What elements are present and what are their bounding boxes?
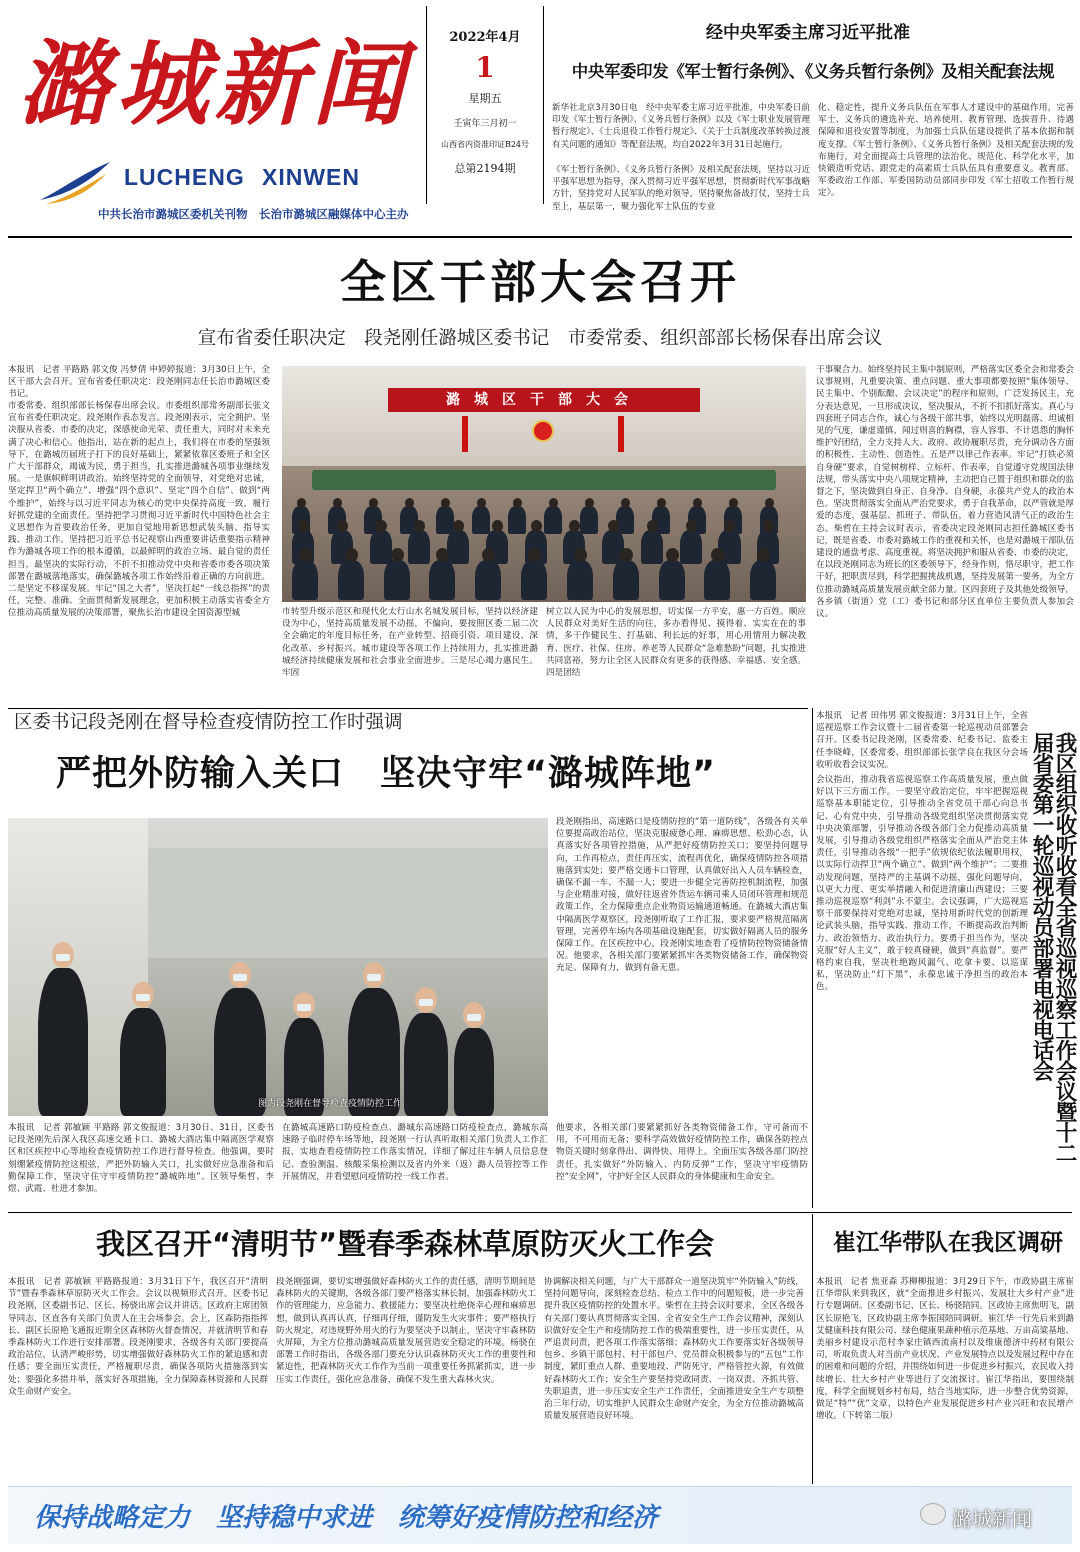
fire-column-2: 段尧刚强调，要切实增强做好森林防火工作的责任感，清明节期间是森林防火的关键期，各级各部门要严格落实林长制，加强森林防火工作的管理能力，应急能力、救援能力；要坚决杜绝侥幸心理和麻痹思想，做到认真再认真，仔细再仔细，谨防发生火灾事件；要严格执行防火规定，对违规野外用火的行为要坚决予以制止，坚决守牢森林防火屏障，为全方位推动潞城高质量发展营造安全稳定的环境。杨骁在部署工作时指出，各级各部门要充分认识森林防灭火工作的重要性和紧迫性，把森林防灭火工作作为当前一项重要任务抓紧抓实，进一步压实工作责任，强化应急准备，确保不发生重大森林火灾。	[276, 1277, 536, 1385]
audience-figure	[680, 530, 702, 564]
issue-number: 总第2194期	[454, 162, 516, 175]
audience-figure	[472, 506, 490, 534]
footer-banner	[8, 1486, 1072, 1544]
epidemic-column-4: 他要求，各相关部门要紧紧抓好各类物资储备工作，守可备而不用，不可用而无备；要科学高效做好疫情防控工作，确保各防控点物资关键时刻拿得出、调得快、用得上。全面压实各级各部门防控责任，扎实做好“外防输入、内防反弹”工作，坚决守牢疫情防控“安全网”，守护好全区人民群众的身体健康和生命安全。	[556, 1123, 808, 1182]
audience-figure	[580, 506, 598, 534]
lower-section-rule	[8, 1212, 1072, 1213]
survey-body: 本报讯 记者 焦亚森 苏柳柳报道：3月29日下午，市政协副主席崔江华带队来到我区，就“全面推进乡村振兴、发展壮大乡村产业”进行专题调研。区委副书记、区长、杨骁陪同。区政协主席焦明飞，副区长原艳飞，区政协副主席李振国陪同调研。崔江华一行先后来到潞艾健康科技有限公司、绿色健康果蔬种植示范基地、万亩高粱基地、美丽乡村建设示范村李家庄镇西流南村以及维康德济中药材有限公司，听取负责人对当前产业状况、产业发展特点以及发展过程中存在的困难和问题的介绍，并围绕如何进一步促进乡村振兴，农民收入持续增长、壮大乡村产业等进行了交流探讨。崔江华指出，要围绕制度，科学全面规划乡村布局，结合当地实际，进一步整合优势资源，做足“特”“优”文章，以特色产业发展促进乡村产业兴旺和农民增产增收。（下转第二版）	[816, 1277, 1074, 1422]
footer-watermark: 潞城新闻	[952, 1507, 1032, 1531]
survey-headline: 崔江华带队在我区调研	[833, 1230, 1063, 1256]
audience-figure	[641, 530, 663, 564]
inspection-photo	[8, 818, 548, 1116]
masthead-title: 潞城新闻	[18, 30, 411, 138]
audience-figure	[508, 506, 526, 534]
logo-icon	[36, 160, 116, 206]
epidemic-column-3: 段尧刚指出，高速路口是疫情防控的“第一道防线”，各级各有关单位要提高政治站位，坚决克服疲惫心理、麻痹思想、松劲心态，认真落实好各项管控措施，从严把好疫情防控关口；要坚持问题导向，工作再检点，责任再压实，流程再优化，确保疫情防控各项措施落到实处；要严格交通卡口管理，认真做好出入人员车辆检查，确保不漏一车、不漏一人；要进一步健全完善防控机制流程，加强与企业精准对接，做好往返省外货运车辆司乘人员闭环管理和规范政策工作，全力保障重点企业物资运输通道畅通。在潞城大酒店集中隔离医学观察区，段尧刚听取了工作汇报，要求要严格规范隔离管理，完善停车场内各项基础设施配套，切实做好隔离人员的服务保障工作。在区疾控中心，段尧刚实地查看了疫情防控物资储备情况。他要求，各相关部门要紧紧抓牢各类物资储备工作，确保物资充足、保障有力，做到有备无患。	[556, 817, 808, 974]
audience-figure	[613, 560, 639, 600]
lead-right-column: 干事聚合力。始终坚持民主集中制原则，严格落实区委全会和常委会议事规则，凡重要决策、重点问题、重大事项都要按照“集体领导、民主集中、个别酝酿、会议决定”的程序和原则，广泛发扬民主，充分表达意见，一旦形成决议，坚决服从，不折不扣抓好落实。真心与四套班子同志合作，诚心与各级干部共事，始终以光明磊落、坦诚相见的气度，谦虚谨慎、闻过则喜的胸襟，容人容事、不计恩怨的胸怀维护好团结，全力支持人大、政府、政协履职尽责，充分调动各方面的积极性、主动性、创造性。五是严以律己作表率。牢记“打铁必须自身硬”要求，自觉树榜样、立标杆、作表率，自觉遵守党规国法律法规，带头落实中央八项规定精神，主动把自己置于组织和群众的监督之下，坚决做到自身正、自身净、自身硬，永葆共产党人的政治本色。坚决贯彻落实全面从严治党要求，勇于自我革命，以严管就是厚爱的态度，强基层、抓班子、带队伍，着力营造风清气正的政治生态。柴哲在主持会议时表示，省委决定段尧刚同志担任潞城区委书记，既是省委、市委对潞城工作的重视和关怀，也是对潞城干部队伍建设的通盘考虑、高度重视。将坚决拥护和服从省委、市委的决定，在以段尧刚同志为班长的区委领导下，经身作则，恪尽职守，把工作干好，把职责尽到，科学把握挑战机遇，坚持发展第一要务，为全方位推动潞城高质量发展贡献全部力量。区四套班子及其他处级领导，各乡镇（街道）党（工）委书记和部分区直单位主要负责人参加会议。	[816, 365, 1074, 620]
epidemic-column-2: 在潞城高速路口防疫检查点、潞城东高速路口防疫检查点，潞城东高速路子临时停车场等地，段尧刚一行认真听取相关部门负责人工作汇报，实地查看疫情防控工作落实情况，详细了解过往车辆人员信息登记、查验测温、核酸采集检测以及省内外来（返）潞人员管控等工作开展情况，并看望慰问疫情防控一线工作者。	[282, 1123, 548, 1182]
party-emblem-icon	[532, 420, 554, 442]
photo-caption: 图为段尧刚在督导检查疫情防控工作	[258, 1099, 403, 1109]
inspection-headline-vertical: 我区组织收听收看全省巡视巡察工作会议暨十二届省委第一轮巡视动员部署电视电话会	[1029, 732, 1077, 1163]
epidemic-headline: 严把外防输入关口 坚决守牢“潞城阵地”	[56, 754, 717, 794]
fire-headline: 我区召开“清明节”暨春季森林草原防灭火工作会	[96, 1227, 715, 1261]
fire-column-1: 本报讯 记者 郭敏颖 平路路报道：3月31日下午，我区召开“清明节”暨春季森林草原防灭火工作会。会议以视频形式召开。区委书记段尧刚，区委副书记、区长、杨骁出席会议并讲话。区政府主席团领导同志，区直各有关部门负责人在主会场参会。会上，区森防指指挥长、副区长原艳飞通报近期全区森林防火督查情况，并就清明节和春季森林防火工作进行安排部署。段尧刚要求，各级各有关部门要提高政治站位，认清严峻形势，切实增强做好森林防火工作的紧迫感和责任感；要全面压实责任，严格履职尽责，确保各项防火措施落到实处；要强化多措并举，落实好各项措施，全力保障森林资源和人民群众生命财产安全。	[8, 1277, 268, 1397]
inspection-byline: 本报讯 记者 田伟男 郭文俊报道：3月31日上午，全省巡视巡察工作会议暨十二届省委第一轮巡视动员部署会召开。区委书记段尧刚，区委常委、纪委书记、监委主任李晓峰，区委常委、组织部部长张学良在我区分会场收听收看会议实况。	[816, 711, 1028, 770]
top-story-headline: 中央军委印发《军士暂行条例》、《义务兵暂行条例》及相关配套法规	[571, 62, 1055, 81]
audience-figure	[475, 560, 501, 600]
inspection-figure	[38, 968, 88, 1116]
top-story-col3: 化、稳定性，提升义务兵队伍在军事人才建设中的基础作用，完善军士、义务兵的遴选补充、培养使用、教育管理、选拔晋升、待遇保障和退役安置等制度，为加强士兵队伍建设提供了基本依据和制度支撑。《军士暂行条例》、《义务兵暂行条例》及相关配套法规的发布施行，对全面提高士兵管理的法治化、规范化、科学化水平，加快锻造听党话、跟党走的高素质士兵队伍具有重要意义。教育部、军委政治工作部、军委国防动员部同步印发《军士招收工作暂行规定》。	[818, 103, 1074, 199]
audience-figure	[447, 530, 469, 564]
wechat-icon	[920, 1503, 946, 1525]
lead-mid-column-2: 树立以人民为中心的发展思想，切实保一方平安，惠一方百姓。顺应人民群众对美好生活的向往，多办看得见、摸得着、实实在在的事情，多干作健民生、打基础、利长远的好事，用心用情用力解决教育、医疗、社保、住房、养老等人民群众“急难愁盼”问题，扎实推进共同富裕，努力让全区人民群众有更多的获得感、幸福感、安全感。四是团结	[546, 607, 806, 679]
inspection-body: 会议指出，推动我省巡视巡察工作高质量发展，重点做好以下三方面工作。一要坚守政治定位，牢牢把握巡视巡察基本职能定位，引导推动全省党员干部心向总书记、心有党中央，引导推动各级党组织坚决贯彻落实党中央决策部署，引导推动各级各部门全力促推动高质量发展，引导推动各级党组织严格落实全面从严治党主体责任，引导推动各级“一把手”依规依纪依法履职用权，以实际行动捍卫“两个确立”、做到“两个维护”；二要推动发现问题，坚持严的主基调不动摇，强化问题导向，以更大力度、更实举措融入和促进清廉山西建设；三要推动巡视巡察“利剑”永不蒙尘。会议强调，广大巡视巡察干部要保持对党绝对忠诚，坚持用新时代党的创新理论武装头脑，指导实践、推动工作，不断提高政治判断力、政治领悟力、政治执行力。要勇于担当作为，坚决克服“好人主义”，敢于较真碰硬，做到“真监督”。要严格约束自我，坚决杜绝跑风漏气、吃拿卡要、以巡谋私，坚决防止“灯下黑”，永葆忠诚干净担当的政治本色。	[816, 775, 1028, 993]
date-weekday: 星期五	[468, 92, 502, 105]
date-lunar: 壬寅年三月初一	[453, 119, 517, 129]
conference-banner: 潞城区干部大会	[388, 388, 700, 412]
audience-figure	[384, 560, 410, 600]
lead-byline: 本报讯 记者 平路路 郭文俊 冯梦倩 申婷婷报道：3月30日上午，全区干部大会召开。宣布省委任职决定：段尧刚同志任长治市潞城区委书记。	[8, 365, 270, 400]
lead-headline: 全区干部大会召开	[340, 255, 740, 309]
inspection-figure	[120, 1008, 166, 1116]
audience-figure	[567, 560, 593, 600]
top-story-kicker: 经中央军委主席习近平批准	[706, 23, 910, 43]
audience-figure	[544, 506, 562, 534]
masthead-publisher: 中共长治市潞城区委机关刊物 长治市潞城区融媒体中心主办	[98, 207, 409, 221]
license-number: 山西省内资准印证B24号	[440, 140, 530, 149]
right-column-divider	[812, 708, 813, 1208]
masthead	[0, 0, 1080, 232]
lead-subhead: 宣布省委任职决定 段尧刚任潞城区委书记 市委常委、组织部部长杨保春出席会议	[197, 328, 883, 349]
survey-divider	[812, 1214, 813, 1484]
audience-figure	[292, 560, 318, 600]
audience-figure	[659, 560, 685, 600]
audience-figure	[750, 560, 776, 600]
conference-photo	[282, 366, 806, 602]
date-day: 1	[475, 51, 495, 84]
lead-mid-column-1: 市转型升级示范区和现代化太行山水名城发展目标，坚持以经济建设为中心，坚持高质量发展不动摇，不偏向，要按照区委二届二次全会确定的年度目标任务，在产业转型、招商引资、项目建设、深化改革、乡村振兴、城市建设等各项工作上持续用力，扎实推进潞城经济持续健康发展和社会事业全面进步。三是尽心竭力惠民生。牢固	[282, 607, 538, 679]
date-year-month: 2022年4月	[449, 30, 521, 45]
epidemic-byline: 本报讯 记者 郭敏颖 平路路 郭文俊报道：3月30日、31日，区委书记段尧刚先后深入我区高速交通卡口、潞城大酒店集中隔离医学观察区和区疾控中心等地检查疫情防控工作进行督导检查。他强调，要时刻绷紧疫情防控这根弦，严把外防输入关口，扎实做好应急准备和后勤保障工作，坚决守住守牢疫情防控“潞城阵地”。区领导柴哲、李煜、武霞、杜进才参加。	[8, 1123, 274, 1195]
fire-column-3: 协调解决相关问题，与广大干部群众一道坚决筑牢“外防输入”防线，坚持问题导向，深刻检查总结、检点工作中的问题短板，进一步完善提升我区疫情防控的处置水平。柴哲在主持会议时要求，全区各级各有关部门要认真贯彻落实全国、全省安全生产工作会议精神，深刻认识做好安全生产和疫情防控工作的极端重要性，进一步压实责任，从严追责问责，把各项工作落实落细；森林防火工作要落实好各级领导包乡、乡镇干部包村、村干部包户、党员群众积极参与的“五包”工作制度，紧盯重点人群、重要地段、严防死守，严格管控火源，有效做好森林防火工作；安全生产要坚持党政同责、一岗双责、齐抓共管、失职追责，进一步压实安全生产工作责任，全面推进安全生产专项整治三年行动，切实维护人民群众生命财产安全，为全方位推动潞城高质量发展营造良好环境。	[544, 1277, 804, 1422]
masthead-english-right: XINWEN	[262, 164, 360, 190]
audience-figure	[704, 560, 730, 600]
masthead-rule	[8, 236, 1072, 238]
audience-figure	[338, 560, 364, 600]
top-story-col1: 新华社北京3月30日电 经中央军委主席习近平批准，中央军委日前印发《军士暂行条例》、《义务兵暂行条例》以及《军士职业发展管理暂行规定》、《士兵退役工作暂行规定》、《关于士兵制度改革转换过渡有关问题的通知》等配套法规，均自2022年3月31日起施行。	[552, 103, 810, 150]
top-story-col2: 《军士暂行条例》、《义务兵暂行条例》及相关配套法规，坚持以习近平强军思想为指导，深入贯彻习近平强军思想，贯彻新时代军事战略方针，坚持党对人民军队的绝对领导，坚持聚焦备战打仗，坚持士兵至上，基层第一，聚力强化军士队伍的专业	[552, 165, 810, 212]
lead-left-column: 市委常委、组织部部长杨保春出席会议。市委组织部常务副部长张文宣布省委任职决定。段尧刚作表态发言。段尧刚表示，完全拥护、坚决服从省委、市委的决定，深感使命光荣、责任重大，同时对未来充满了决心和信心。他指出，站在新的起点上，我们将在市委的坚强领导下，在潞城历届班子打下的良好基础上，紧紧依靠区委班子和全区广大干部群众，竭诚为民，勇于担当，扎实推进潞城各项事业继续发展。一是旗帜鲜明讲政治。始终坚持党的全面领导，对党绝对忠诚，坚定捍卫“两个确立”、增强“四个意识”、坚定“四个自信”、做到“两个维护”，始终与以习近平同志为核心的党中央保持高度一致，履行好抓党建的全面责任。坚持把学习贯彻习近平新时代中国特色社会主义思想作为首要政治任务，更加自觉地用新思想武装头脑、指导实践、推动工作。坚持把习近平总书记视察山西重要讲话重要指示精神作为潞城各项工作的根本遵循，以最鲜明的政治立场、最自觉的责任担当，最坚决的实际行动，不折不扣推动党中央和省委市委各项决策部署在潞城落地落实，确保潞城各项工作始终沿着正确的方向前进。二是坚定不移谋发展。牢记“国之大者”，坚决扛起“一线总指挥”的责任，完整、准确、全面贯彻新发展理念，更加积极主动落实省委全方位推动高质量发展的决策部署，聚焦长治市建设全国资源型城	[8, 401, 270, 619]
audience-figure	[408, 530, 430, 564]
epidemic-kicker: 区委书记段尧刚在督导检查疫情防控工作时强调	[14, 712, 403, 733]
audience-figure	[521, 560, 547, 600]
audience-figure	[429, 560, 455, 600]
date-box	[426, 6, 544, 204]
footer-slogan: 保持战略定力 坚持稳中求进 统筹好疫情防控和经济	[34, 1503, 659, 1533]
audience-figure	[370, 530, 392, 564]
masthead-english-left: LUCHENG	[124, 164, 245, 190]
